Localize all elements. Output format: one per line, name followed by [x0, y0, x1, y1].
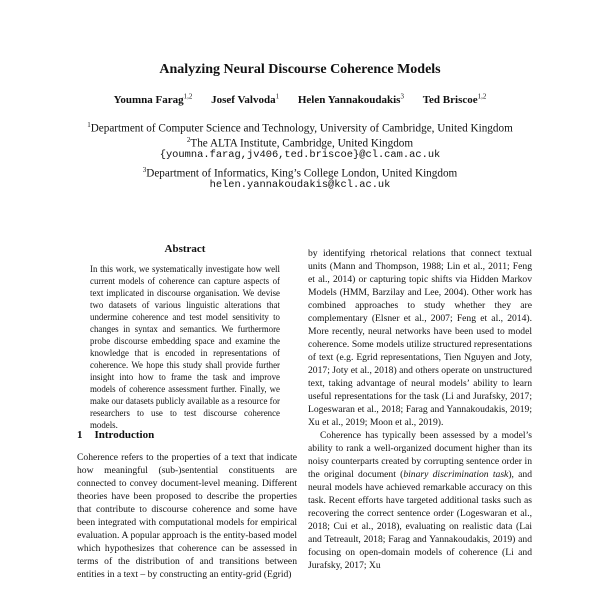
section-number: 1 — [77, 429, 83, 441]
section-title: Introduction — [94, 429, 155, 441]
email-line-2: helen.yannakoudakis@kcl.ac.uk — [209, 179, 391, 191]
author-1 — [114, 94, 193, 106]
author-2 — [211, 94, 279, 106]
author-name: Youmna Farag — [113, 93, 184, 106]
author-name: Ted Briscoe — [422, 93, 478, 106]
affil-mark: 1 — [87, 121, 91, 129]
author-name: Josef Valvoda — [211, 93, 276, 106]
right-column-text — [308, 247, 532, 572]
author-3 — [298, 94, 404, 106]
author-affil-mark: 3 — [400, 92, 404, 100]
affil-text: Department of Computer Science and Technology, University of Cambridge, United Kingdom — [90, 122, 513, 135]
affil-mark: 2 — [186, 136, 191, 144]
author-name: Helen Yannakoudakis — [297, 93, 401, 106]
abstract-body: In this work, we systematically investigate how well current models of coherence can capture aspects of text implicated in discourse organisation. We devise two datasets of various linguistic alterations that undermine coherence and test model sensitivity to changes in syntax and semantics. We furthermore probe discourse embedding space and examine the knowledge that is encoded in representations of coherence. We hope this study shall provide further insight into how to frame the task and improve models of coherence assessment further. Finally, we make our datasets publicly available as a resource for researchers to use to test discourse coherence models. — [90, 264, 280, 430]
left-column-text — [77, 451, 297, 581]
abstract-heading: Abstract — [164, 243, 206, 255]
emphasized-term: binary discrimination task — [403, 469, 509, 480]
paragraph-text: ), and neural models have achieved remarkable accuracy on this task. Recent efforts have targeted additional tasks such as recovering the correct sentence order (Logeswaran et al., 2018; Cui et al., 2018), evaluating on realistic data (Lai and Tetreault, 2018; Farag and Yannakoudakis, 2019) and focusing on open-domain models of coherence (Li and Jurafsky, 2017; Xu — [308, 469, 533, 571]
intro-paragraph-1: Coherence refers to the properties of a text that indicate how meaningful (sub-)sentential constituents are connected to convey document-level meaning. Different theories have been proposed to describe the properties that contribute to discourse coherence and some have been integrated with computational models for empirical evaluation. A popular approach is the entity-based model which hypothesizes that coherence can be assessed in terms of the distribution of and transitions between entities in a text – by constructing an entity-grid (Egrid) — [77, 452, 297, 580]
email-line-1: {youmna.farag,jv406,ted.briscoe}@cl.cam.ac.uk — [159, 149, 441, 161]
affil-mark: 3 — [142, 166, 147, 174]
author-list — [0, 92, 600, 106]
author-4 — [423, 94, 487, 106]
paper-title: Analyzing Neural Discourse Coherence Models — [159, 62, 441, 77]
author-affil-mark: 1,2 — [183, 92, 193, 100]
intro-paragraph-2: by identifying rhetorical relations that connect textual units (Mann and Thompson, 1988; Lin et al., 2011; Feng et al., 2014) or capturing topic shifts via Hidden Markov Models (HMM, Barzilay and Lee, 2004). Other work has combined approaches to study whether they are complementary (Elsner et al., 2007; Feng et al., 2014). More recently, neural networks have been used to model coherence. Some models utilize structured representations of text (e.g. Egrid representations, Tien Nguyen and Joty, 2017; Joty et al., 2018) and others operate on unstructured text, taking advantage of neural models’ ability to learn useful representations for the task (Li and Jurafsky, 2017; Logeswaran et al., 2018; Farag and Yannakoudakis, 2019; Xu et al., 2019; Moon et al., 2019). — [308, 248, 532, 428]
section-heading — [77, 429, 297, 441]
paragraph-text: Coherence has typically been assessed by a model’s ability to rank a well-organized document higher than its noisy counterparts created by corrupting sentence order in the original document ( — [308, 430, 532, 480]
affil-text: Department of Informatics, King’s College London, United Kingdom — [146, 167, 458, 180]
author-affil-mark: 1,2 — [477, 92, 487, 100]
intro-paragraph-3 — [308, 429, 532, 572]
author-affil-mark: 1 — [275, 92, 280, 100]
affil-text: The ALTA Institute, Cambridge, United Kingdom — [190, 137, 414, 150]
